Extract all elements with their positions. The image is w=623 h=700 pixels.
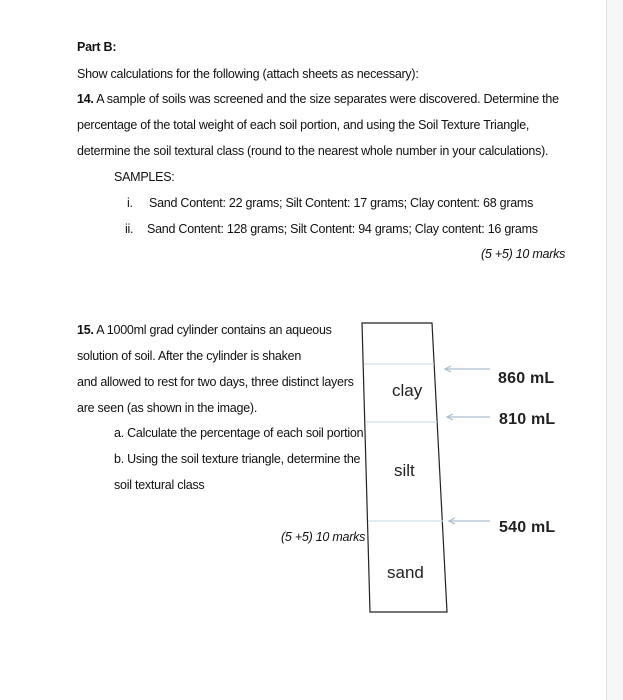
part-title: Part B:: [77, 40, 117, 54]
sample-item-1: i. Sand Content: 22 grams; Silt Content: 17 grams; Clay content: 68 grams: [127, 196, 534, 210]
volume-label-540: 540 mL: [499, 519, 556, 536]
layer-label-sand: sand: [387, 563, 424, 582]
q15-part-b-cont: soil textural class: [114, 478, 205, 492]
q14-number: 14.: [77, 92, 94, 106]
volume-arrows: [445, 366, 490, 524]
q15-line-4: are seen (as shown in the image).: [77, 401, 258, 415]
layer-label-silt: silt: [394, 461, 415, 480]
volume-label-810: 810 mL: [499, 411, 556, 428]
samples-heading: SAMPLES:: [114, 170, 175, 184]
q14-line-3: determine the soil textural class (round to the nearest whole number in your calculations).: [77, 144, 549, 158]
layer-label-clay: clay: [392, 381, 423, 400]
q15-part-a: a. Calculate the percentage of each soil portion: [114, 426, 364, 440]
q15-line-3: and allowed to rest for two days, three distinct layers: [77, 375, 354, 389]
q14-line-1: 14. A sample of soils was screened and the size separates were discovered. Determine the: [77, 92, 559, 106]
sample-item-2: ii. Sand Content: 128 grams; Silt Content: 94 grams; Clay content: 16 grams: [125, 222, 538, 236]
q15-part-b: b. Using the soil texture triangle, determine the: [114, 452, 361, 466]
q14-line-2: percentage of the total weight of each soil portion, and using the Soil Texture Triangle,: [77, 118, 530, 132]
intro-text: Show calculations for the following (attach sheets as necessary):: [77, 67, 419, 81]
q15-marks: (5 +5) 10 marks: [281, 530, 366, 544]
q15-number: 15.: [77, 323, 94, 337]
q14-marks: (5 +5) 10 marks: [481, 247, 566, 261]
q15-line-2: solution of soil. After the cylinder is shaken: [77, 349, 302, 363]
q15-line-1: 15. A 1000ml grad cylinder contains an aqueous: [77, 323, 332, 337]
volume-label-860: 860 mL: [498, 370, 555, 387]
